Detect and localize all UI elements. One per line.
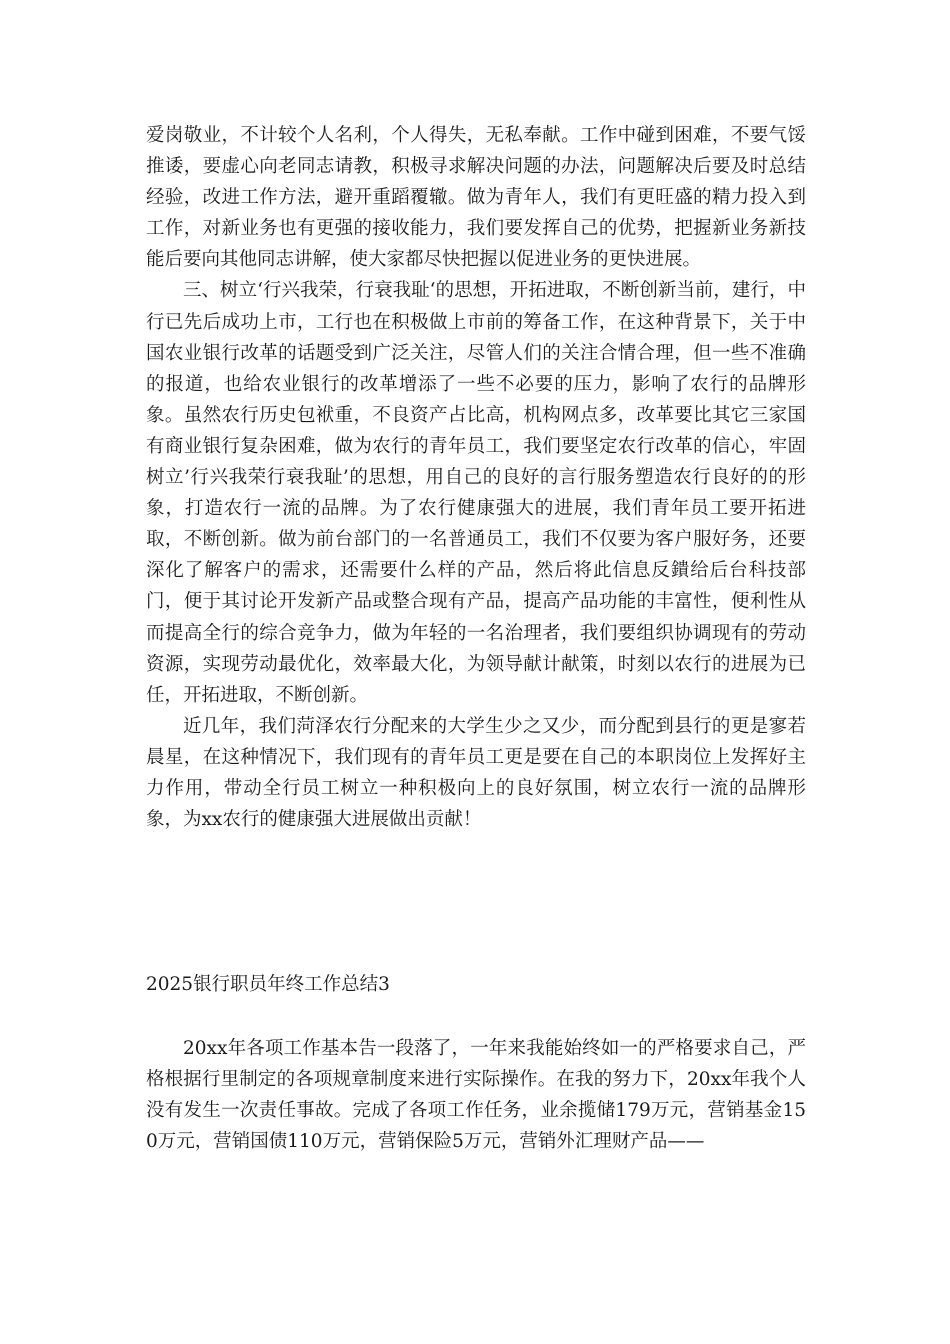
paragraph-4: 20xx年各项工作基本告一段落了，一年来我能始终如一的严格要求自己，严格根据行里制定的各项规章制度来进行实际操作。在我的努力下，20xx年我个人没有发生一次责任事故。完成了各项工作任务，业余揽储179万元，营销基金150万元，营销国债110万元，营销保险5万元，营销外汇理财产品—— xyxy=(146,1038,806,1153)
paragraph-1: 爱岗敬业，不计较个人名利，个人得失，无私奉献。工作中碰到困难，不要气馁推诿，要虚心向老同志请教，积极寻求解决问题的办法，问题解决后要及时总结经验，改进工作方法，避开重蹈覆辙。做为青年人，我们有更旺盛的精力投入到工作，对新业务也有更强的接收能力，我们要发挥自己的优势，把握新业务新技能后要向其他同志讲解，使大家都尽快把握以促进业务的更快进展。 xyxy=(146,125,806,271)
paragraph-3: 近几年，我们菏泽农行分配来的大学生少之又少，而分配到县行的更是寥若晨星，在这种情况下，我们现有的青年员工更是要在自己的本职岗位上发挥好主力作用，带动全行员工树立一种积极向上的良好氛围，树立农行一流的品牌形象，为xx农行的健康强大进展做出贡献！ xyxy=(146,715,806,831)
body-text-bottom xyxy=(146,1033,806,1157)
paragraph-2: 三、树立‘行兴我荣，行衰我耻‘的思想，开拓进取，不断创新当前，建行，中行已先后成功上市，工行也在积极做上市前的筹备工作，在这种背景下，关于中国农业银行改革的话题受到广泛关注，尽管人们的关注合情合理，但一些不准确的报道，也给农业银行的改革增添了一些不必要的压力，影响了农行的品牌形象。虽然农行历史包袱重，不良资产占比高，机构网点多，改革要比其它三家国有商业银行复杂困难，做为农行的青年员工，我们要坚定农行改革的信心，牢固树立’行兴我荣行衰我耻’的思想，用自己的良好的言行服务塑造农行良好的的形象，打造农行一流的品牌。为了农行健康强大的进展，我们青年员工要开拓进取，不断创新。做为前台部门的一名普通员工，我们不仅要为客户服好务，还要深化了解客户的需求，还需要什么样的产品，然后将此信息反鐀给后台科技部门，便于其讨论开发新产品或整合现有产品，提高产品功能的丰富性，便利性从而提高全行的综合竞争力，做为年轻的一名治理者，我们要组织协调现有的劳动资源，实现劳动最优化，效率最大化，为领导献计献策，时刻以农行的进展为已任，开拓进取，不断创新。 xyxy=(146,280,806,706)
body-text-top xyxy=(146,120,806,835)
section-title: 2025银行职员年终工作总结3 xyxy=(146,974,390,995)
